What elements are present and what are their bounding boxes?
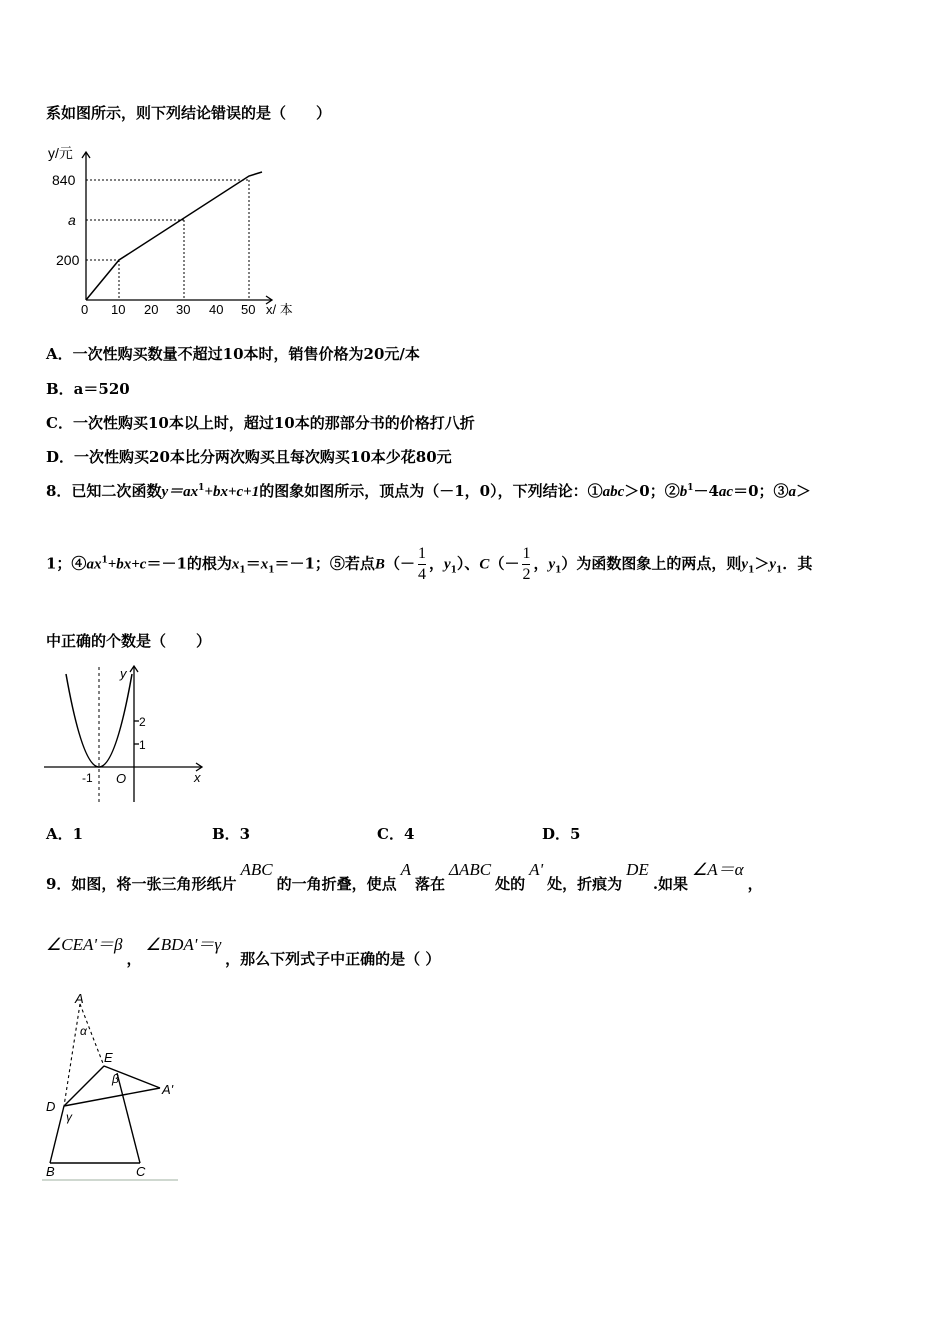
- x-tick-20: 20: [144, 302, 159, 317]
- y-tick-840: 840: [52, 172, 76, 188]
- vertex-a-prime-label: A': [162, 1082, 174, 1097]
- q9-line-1: 9．如图，将一张三角形纸片ABC的一角折叠，使点A落在ΔABC处的A'处，折痕为DE.如果∠A＝α，: [46, 860, 763, 893]
- q8-option-c: C．4: [377, 825, 415, 843]
- q7-price-graph: [44, 140, 314, 325]
- q8-line-3: 中正确的个数是（ ）: [46, 632, 212, 650]
- y-tick-2: 2: [139, 715, 146, 729]
- q8-line-2: 1；$④ax^1+bx+c=-1$的根为$x_1=x_1=-1$；⑤若点B（－ $\frac{1}{4}$ ，$y_1$）、C（－ $\frac{1}{2}$ ，$y_1$）为函数图象上的两点，则$y_1>y_1$．其: [46, 545, 813, 583]
- q7-stem: 系如图所示，则下列结论错误的是（ ）: [46, 104, 332, 122]
- q8-option-a: A．1: [46, 825, 84, 843]
- vertex-b-label: B: [46, 1164, 55, 1179]
- origin-label: O: [116, 771, 127, 786]
- q7-option-a: A．一次性购买数量不超过10本时，销售价格为20元/本: [46, 345, 420, 363]
- vertex-a-label: A: [75, 991, 84, 1006]
- q9-triangle-figure: [42, 990, 192, 1185]
- y-axis-label: y: [120, 666, 127, 681]
- vertex-e-label: E: [104, 1050, 113, 1065]
- x-axis-label: x/ 本: [266, 302, 293, 317]
- q7-option-b: B．a＝520: [46, 380, 130, 398]
- x-tick-30: 30: [176, 302, 191, 317]
- x-tick-neg1: -1: [82, 771, 93, 785]
- q7-option-d: D．一次性购买20本比分两次购买且每次购买10本少花80元: [46, 448, 452, 466]
- q8-option-d: D．5: [542, 825, 581, 843]
- x-axis-label: x: [194, 770, 201, 785]
- vertex-c-label: C: [136, 1164, 146, 1179]
- y-tick-200: 200: [56, 252, 80, 268]
- q8-parabola-graph: [44, 662, 214, 812]
- x-tick-50: 50: [241, 302, 256, 317]
- y-axis-label: y/元: [48, 145, 73, 161]
- gamma-label: γ: [66, 1110, 72, 1124]
- y-tick-a: a: [68, 212, 76, 228]
- alpha-label: α: [80, 1024, 87, 1038]
- fraction-one-quarter: $\frac{1}{4}$: [417, 545, 426, 583]
- y-tick-1: 1: [139, 738, 146, 752]
- q8-option-b: B．3: [212, 825, 251, 843]
- fraction-one-half: $\frac{1}{2}$: [522, 545, 531, 583]
- x-tick-0: 0: [81, 302, 89, 317]
- q9-line-2: ∠CEA'＝β，∠BDA'＝γ，那么下列式子中正确的是（ ）: [46, 935, 441, 968]
- beta-label: β: [112, 1072, 119, 1086]
- x-tick-10: 10: [111, 302, 126, 317]
- x-tick-40: 40: [209, 302, 224, 317]
- q7-option-c: C．一次性购买10本以上时，超过10本的那部分书的价格打八折: [46, 414, 475, 432]
- q8-line-1: 8．已知二次函数$y=ax^1+bx+c+1$的图象如图所示，顶点为（－1，0），下列结论：①abc＞0；$②b^1-4ac=0$；③a＞: [46, 482, 812, 500]
- vertex-d-label: D: [46, 1099, 56, 1114]
